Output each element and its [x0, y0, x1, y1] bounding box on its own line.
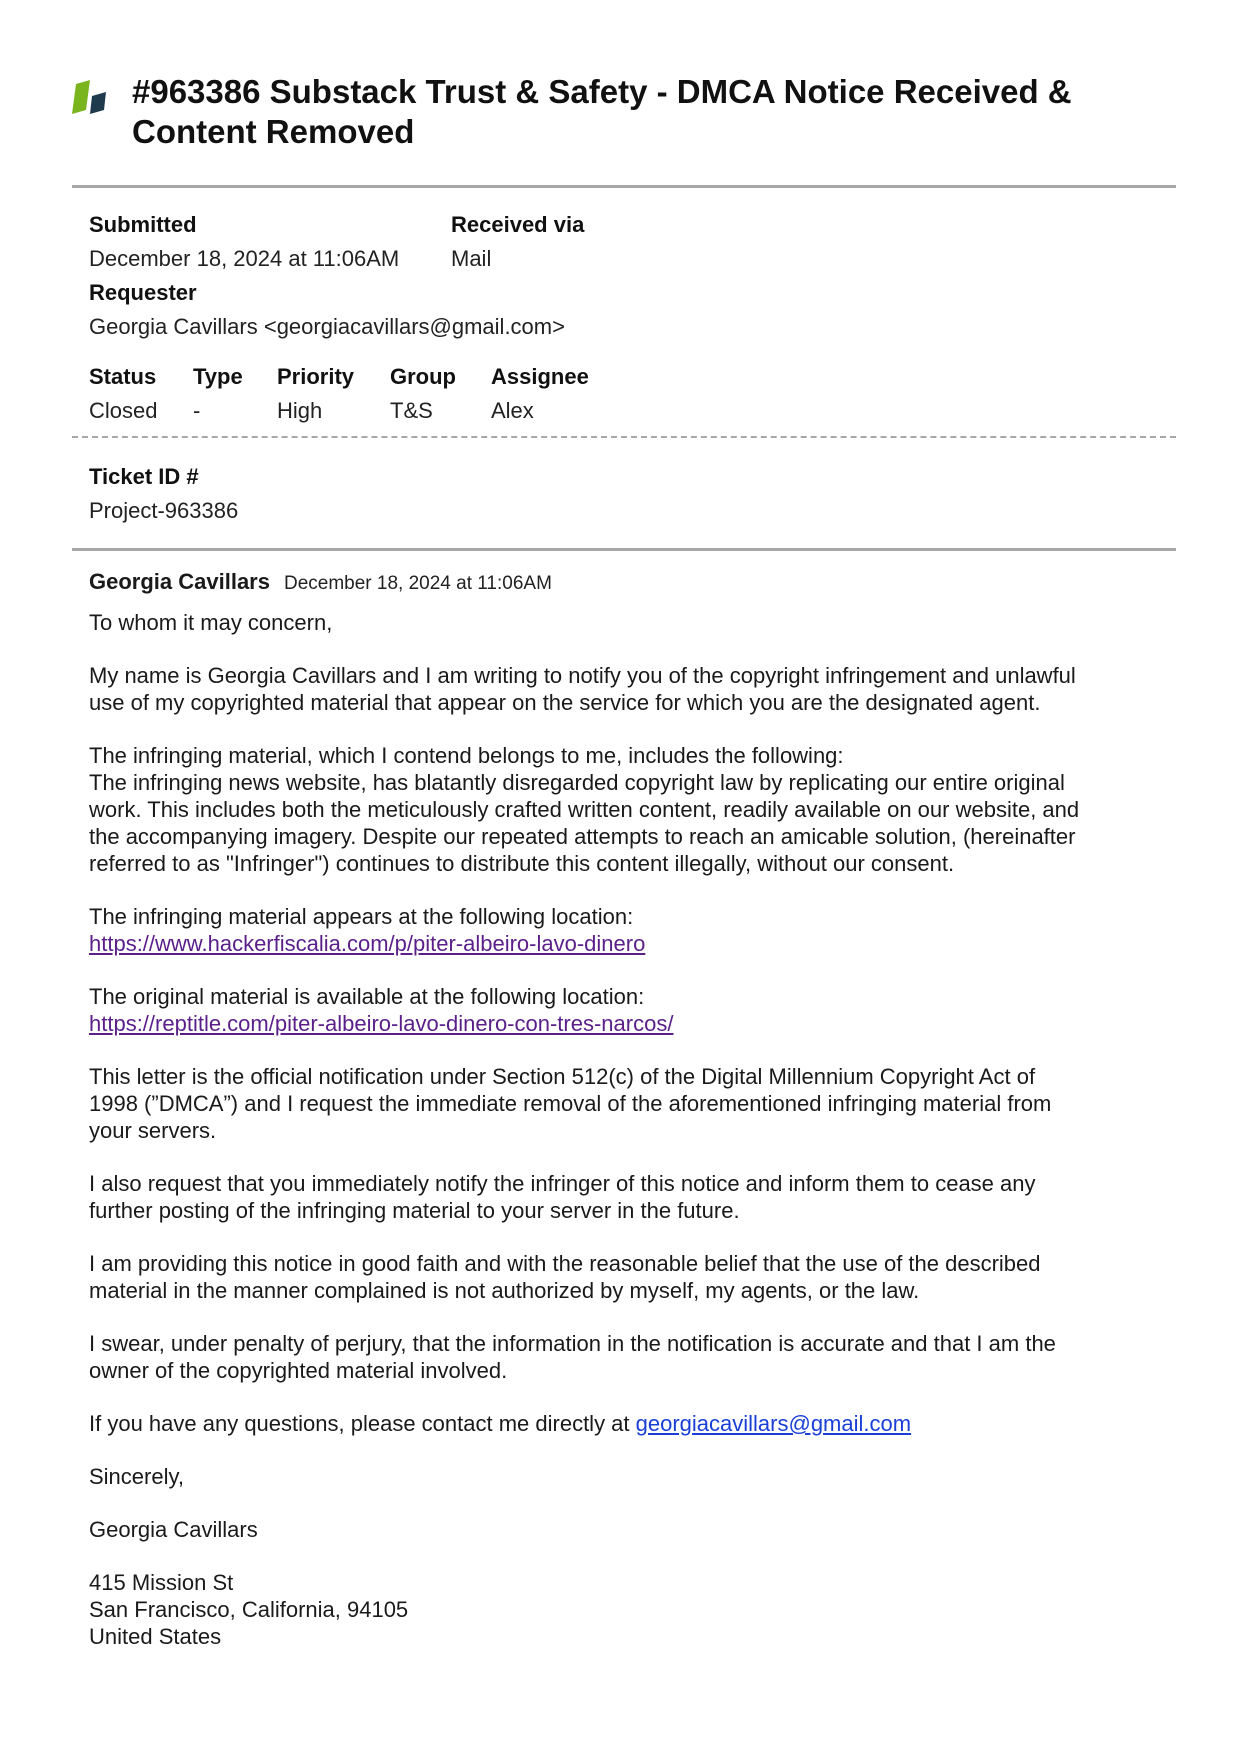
p2-line4: the accompanying imagery. Despite our repeated attempts to reach an amicable solution, (hereinafter — [89, 824, 1076, 849]
meta-group — [390, 360, 491, 428]
p1-line2: use of my copyrighted material that appear on the service for which you are the designated agent. — [89, 690, 1041, 715]
ticket-page — [72, 0, 1176, 1650]
p2-line5: referred to as "Infringer") continues to distribute this content illegally, without our consent. — [89, 851, 955, 876]
address-line2: San Francisco, California, 94105 — [89, 1597, 409, 1622]
received-label: Received via — [451, 212, 585, 237]
group-value: T&S — [390, 398, 433, 423]
ticket-title: #963386 Substack Trust & Safety - DMCA Notice Received & Content Removed — [132, 73, 1072, 150]
original-url-link[interactable]: https://reptitle.com/piter-albeiro-lavo-dinero-con-tres-narcos/ — [89, 1011, 674, 1036]
zendesk-logo-icon — [72, 80, 116, 116]
message-date: December 18, 2024 at 11:06AM — [283, 573, 552, 594]
ticketid-value: Project-963386 — [89, 498, 239, 523]
p3-line1: The infringing material appears at the following location: — [89, 904, 634, 929]
p5-line1: This letter is the official notification under Section 512(c) of the Digital Millennium Copyright Act of — [89, 1064, 1036, 1089]
p7-line2: material in the manner complained is not authorized by myself, my agents, or the law. — [89, 1278, 920, 1303]
p8-line2: owner of the copyrighted material involved. — [89, 1358, 508, 1383]
p6-line2: further posting of the infringing material to your server in the future. — [89, 1198, 740, 1223]
p9-text: If you have any questions, please contact me directly at — [89, 1411, 636, 1436]
infringing-url-link[interactable]: https://www.hackerfiscalia.com/p/piter-albeiro-lavo-dinero — [89, 931, 646, 956]
p9-contact — [89, 1410, 1176, 1437]
ticketid-label: Ticket ID # — [89, 464, 199, 489]
meta-status — [89, 360, 193, 428]
address-line1: 415 Mission St — [89, 1570, 234, 1595]
submitted-label: Submitted — [89, 212, 197, 237]
p5-line3: your servers. — [89, 1118, 217, 1143]
type-label: Type — [193, 364, 243, 389]
meta-received — [451, 208, 584, 276]
priority-label: Priority — [277, 364, 355, 389]
meta-priority — [277, 360, 390, 428]
meta-submitted — [89, 208, 451, 276]
meta-ticket-id — [72, 438, 1176, 548]
meta-assignee — [491, 360, 589, 428]
p2-line3: work. This includes both the meticulously crafted written content, readily available on our website, and — [89, 797, 1080, 822]
submitted-value: December 18, 2024 at 11:06AM — [89, 246, 400, 271]
message-author: Georgia Cavillars — [89, 569, 270, 594]
type-value: - — [193, 398, 201, 423]
address-line3: United States — [89, 1624, 222, 1649]
meta-requester — [89, 276, 1176, 344]
requester-label: Requester — [89, 280, 197, 305]
meta-row-status — [89, 360, 1176, 428]
meta-row-submitted — [89, 208, 1176, 276]
contact-email-link[interactable]: georgiacavillars@gmail.com — [635, 1411, 912, 1436]
requester-value: Georgia Cavillars <georgiacavillars@gmail.com> — [89, 314, 565, 339]
priority-value: High — [277, 398, 323, 423]
assignee-value: Alex — [491, 398, 534, 423]
received-value: Mail — [451, 246, 492, 271]
meta-type — [193, 360, 277, 428]
group-label: Group — [390, 364, 456, 389]
ticket-meta — [72, 188, 1176, 428]
greeting: To whom it may concern, — [89, 610, 333, 635]
ticket-header — [72, 0, 1176, 172]
p1-line1: My name is Georgia Cavillars and I am writing to notify you of the copyright infringement and unlawful — [89, 663, 1076, 688]
closing: Sincerely, — [89, 1464, 184, 1489]
status-label: Status — [89, 364, 157, 389]
status-value: Closed — [89, 398, 158, 423]
p7-line1: I am providing this notice in good faith and with the reasonable belief that the use of the described — [89, 1251, 1041, 1276]
p2-line1: The infringing material, which I contend belongs to me, includes the following: — [89, 743, 844, 768]
message-header — [89, 567, 1176, 599]
p5-line2: 1998 (”DMCA”) and I request the immediate removal of the aforementioned infringing material from — [89, 1091, 1052, 1116]
assignee-label: Assignee — [491, 364, 589, 389]
p6-line1: I also request that you immediately notify the infringer of this notice and inform them to cease any — [89, 1171, 1036, 1196]
signature: Georgia Cavillars — [89, 1517, 258, 1542]
p4-line1: The original material is available at the following location: — [89, 984, 645, 1009]
p8-line1: I swear, under penalty of perjury, that the information in the notification is accurate and that I am the — [89, 1331, 1056, 1356]
p2-line2: The infringing news website, has blatantly disregarded copyright law by replicating our entire original — [89, 770, 1065, 795]
message-body — [72, 551, 1176, 1650]
